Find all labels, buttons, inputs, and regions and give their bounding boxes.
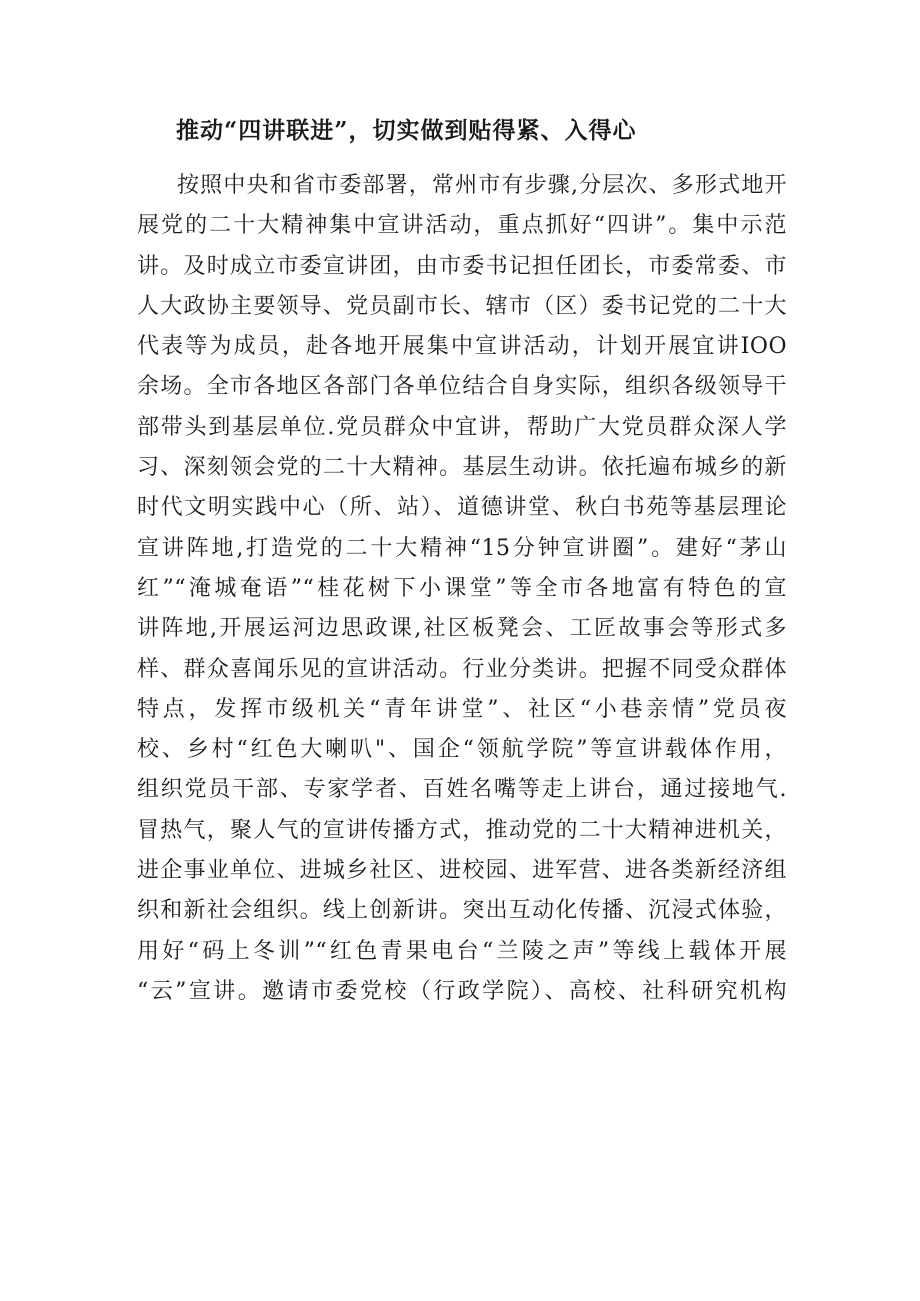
paragraph-line: 进企事业单位、进城乡社区、进校园、进军营、进各类新经济组 — [137, 858, 787, 884]
paragraph-line: 按照中央和省市委部署，常州市有步骤,分层次、多形式地开 — [177, 173, 787, 198]
paragraph-line: 校、乡村“红色大喇叭"、国企“领航学院”等宣讲载体作用， — [137, 737, 787, 763]
paragraph-line: 特点，发挥市级机关“青年讲堂”、社区“小巷亲情”党员夜 — [137, 696, 787, 722]
paragraph-line: 人大政协主要领导、党员副市长、辖市（区）委书记党的二十大 — [137, 293, 787, 319]
paragraph-line: 展党的二十大精神集中宣讲活动，重点抓好“四讲”。集中示范 — [137, 213, 787, 239]
section-heading: 推动“四讲联进”，切实做到贴得紧、入得心 — [176, 117, 637, 144]
paragraph-line: 部带头到基层单位.党员群众中宜讲，帮助广大党员群众深人学 — [137, 414, 787, 440]
paragraph-line: 宣讲阵地,打造党的二十大精神“15分钟宣讲圈”。建好“茅山 — [137, 535, 787, 561]
paragraph-line: 样、群众喜闻乐见的宣讲活动。行业分类讲。把握不同受众群体 — [137, 656, 787, 682]
paragraph-line: 用好“码上冬训”“红色青果电台“兰陵之声”等线上载体开展 — [137, 938, 787, 964]
paragraph-line: 红”“淹城奄语”“桂花树下小课堂”等全市各地富有特色的宣 — [137, 575, 787, 601]
body-paragraph — [137, 166, 787, 1012]
paragraph-line: 代表等为成员，赴各地开展集中宣讲活动，计划开展宜讲IOO — [137, 334, 787, 360]
paragraph-line: 时代文明实践中心（所、站）、道德讲堂、秋白书苑等基层理论 — [137, 495, 787, 521]
paragraph-line: “云”宣讲。邀请市委党校（行政学院）、高校、社科研究机构 — [137, 978, 787, 1004]
paragraph-line: 织和新社会组织。线上创新讲。突出互动化传播、沉浸式体验， — [137, 898, 787, 924]
paragraph-line: 讲阵地,开展运河边思政课,社区板凳会、工匠故事会等形式多 — [137, 616, 787, 642]
paragraph-line: 冒热气，聚人气的宣讲传播方式，推动党的二十大精神进机关， — [137, 817, 787, 843]
paragraph-line: 习、深刻领会党的二十大精神。基层生动讲。依托遍布城乡的新 — [137, 455, 787, 481]
paragraph-line: 组织党员干部、专家学者、百姓名嘴等走上讲台，通过接地气. — [137, 777, 787, 803]
paragraph-line: 余场。全市各地区各部门各单位结合自身实际，组织各级领导干 — [137, 374, 787, 400]
paragraph-line: 讲。及时成立市委宣讲团，由市委书记担任团长，市委常委、市 — [137, 253, 787, 279]
